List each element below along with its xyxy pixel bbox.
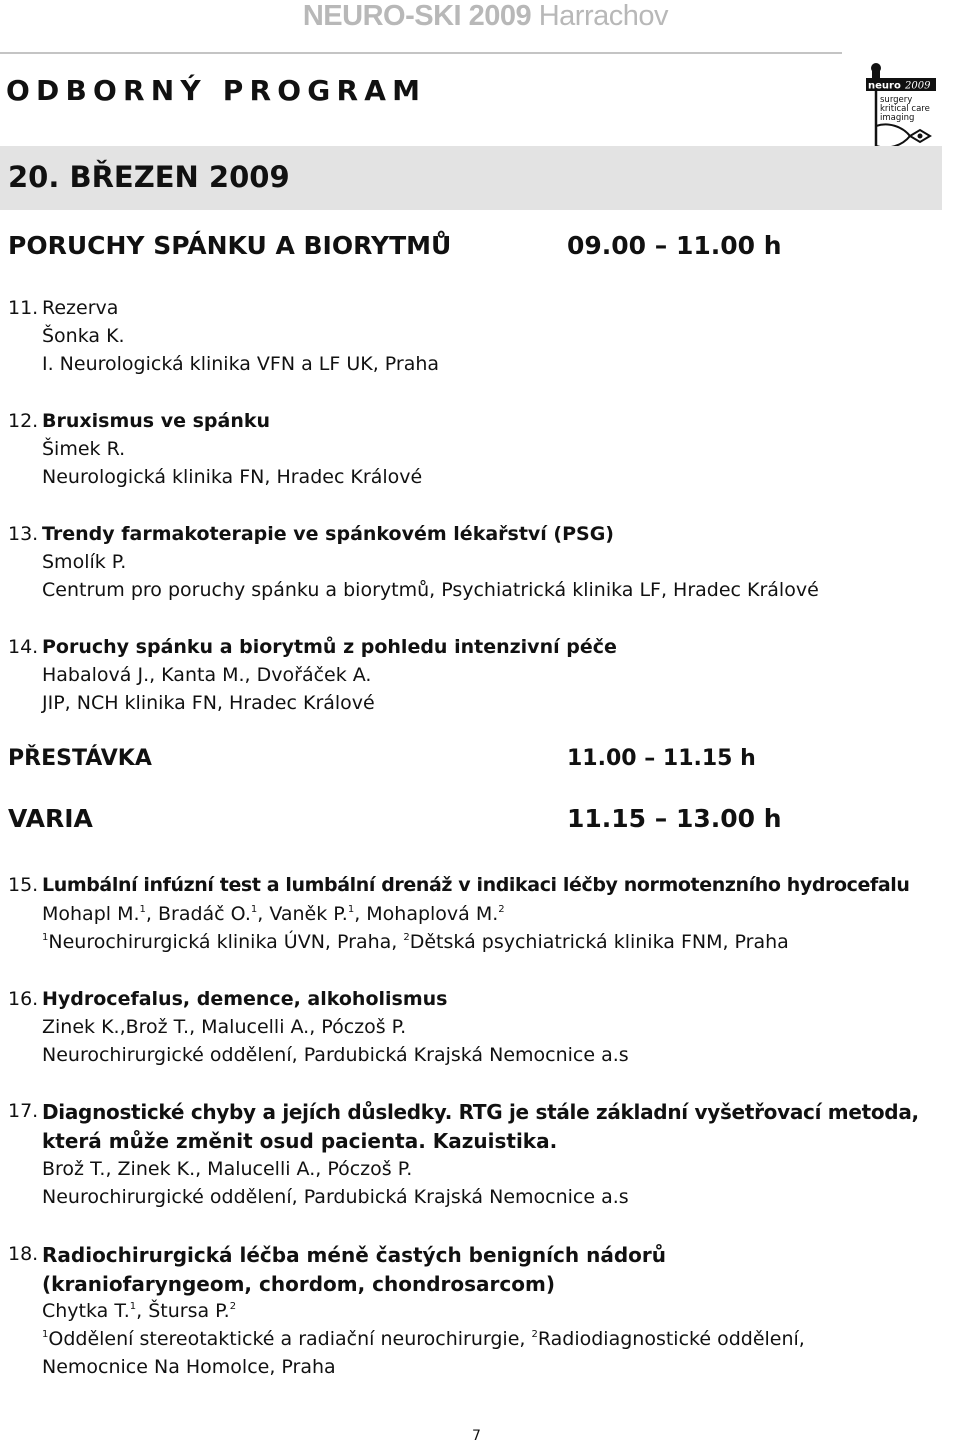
item-11-affiliation: I. Neurologická klinika VFN a LF UK, Praha: [42, 353, 440, 375]
neuro-ski-logo: [858, 60, 942, 156]
item-17-affiliation: Neurochirurgické oddělení, Pardubická Krajská Nemocnice a.s: [42, 1186, 629, 1208]
item-18-title-line1: Radiochirurgická léčba méně častých benigních nádorů: [42, 1243, 666, 1267]
item-15-affiliation: $^1$Neurochirurgická klinika ÚVN, Praha, $^2$Dětská psychiatrická klinika FNM, Praha: [42, 931, 789, 953]
item-14-number: 14.: [8, 636, 39, 658]
item-18-title-line2: (kraniofaryngeom, chordom, chondrosarcom): [42, 1272, 555, 1296]
item-17-number: 17.: [8, 1100, 39, 1122]
item-16-authors: Zinek K.,Brož T., Malucelli A., Póczoš P.: [42, 1016, 407, 1038]
item-11-title: Rezerva: [42, 297, 119, 319]
item-18-affiliation-line1: $^1$Oddělení stereotaktické a radiační neurochirurgie, $^2$Radiodiagnostické oddělení,: [42, 1328, 805, 1350]
logo-critical-care: kritical care: [880, 104, 930, 114]
item-17-title-line2: která může změnit osud pacienta. Kazuistika.: [42, 1129, 558, 1153]
item-14-affiliation: JIP, NCH klinika FN, Hradec Králové: [42, 692, 375, 714]
header-title-bold: NEURO-SKI 2009: [302, 0, 532, 32]
item-18-number: 18.: [8, 1243, 39, 1265]
item-13-affiliation: Centrum pro poruchy spánku a biorytmů, Psychiatrická klinika LF, Hradec Králové: [42, 579, 819, 601]
item-12-number: 12.: [8, 410, 39, 432]
header-title-rest: Harrachov: [538, 0, 668, 32]
item-14-authors: Habalová J., Kanta M., Dvořáček A.: [42, 664, 372, 686]
section-time-varia: 11.15 – 13.00 h: [567, 804, 782, 833]
item-16-affiliation: Neurochirurgické oddělení, Pardubická Krajská Nemocnice a.s: [42, 1044, 629, 1066]
item-18-authors: Chytka T.$^1$, Štursa P.$^2$: [42, 1300, 237, 1322]
item-12-title: Bruxismus ve spánku: [42, 410, 271, 432]
section-title-varia: VARIA: [8, 804, 93, 833]
section-title-sleep: PORUCHY SPÁNKU A BIORYTMŮ: [8, 231, 452, 260]
item-16-number: 16.: [8, 988, 39, 1010]
logo-imaging: imaging: [880, 113, 915, 123]
item-15-title: Lumbální infúzní test a lumbální drenáž v indikaci léčby normotenzního hydrocefalu: [42, 874, 910, 896]
item-18-affiliation-line2: Nemocnice Na Homolce, Praha: [42, 1356, 336, 1378]
item-14-title: Poruchy spánku a biorytmů z pohledu intenzivní péče: [42, 636, 617, 658]
item-11-authors: Šonka K.: [42, 325, 125, 347]
item-11-number: 11.: [8, 297, 39, 319]
logo-surgery: surgery: [880, 95, 913, 105]
item-15-number: 15.: [8, 874, 39, 896]
program-title: ODBORNÝ PROGRAM: [6, 74, 427, 107]
section-time-break: 11.00 – 11.15 h: [567, 746, 756, 771]
date-heading: 20. BŘEZEN 2009: [8, 160, 290, 194]
item-13-title: Trendy farmakoterapie ve spánkovém lékařství (PSG): [42, 523, 614, 545]
item-17-authors: Brož T., Zinek K., Malucelli A., Póczoš P.: [42, 1158, 413, 1180]
item-12-affiliation: Neurologická klinika FN, Hradec Králové: [42, 466, 423, 488]
page-number: 7: [472, 1428, 481, 1444]
section-time-sleep: 09.00 – 11.00 h: [567, 231, 782, 260]
item-13-number: 13.: [8, 523, 39, 545]
section-title-break: PŘESTÁVKA: [8, 746, 152, 771]
item-17-title-line1: Diagnostické chyby a jejích důsledky. RTG je stále základní vyšetřovací metoda,: [42, 1100, 919, 1124]
logo-year: 2009: [905, 80, 931, 92]
item-15-authors: Mohapl M.$^1$, Bradáč O.$^1$, Vaněk P.$^1$, Mohaplová M.$^2$: [42, 903, 505, 925]
item-13-authors: Smolík P.: [42, 551, 127, 573]
logo-neuro: neuro: [868, 80, 901, 92]
item-12-authors: Šimek R.: [42, 438, 126, 460]
item-16-title: Hydrocefalus, demence, alkoholismus: [42, 988, 448, 1010]
header-title: [303, 0, 668, 33]
header-rule: [0, 52, 842, 54]
